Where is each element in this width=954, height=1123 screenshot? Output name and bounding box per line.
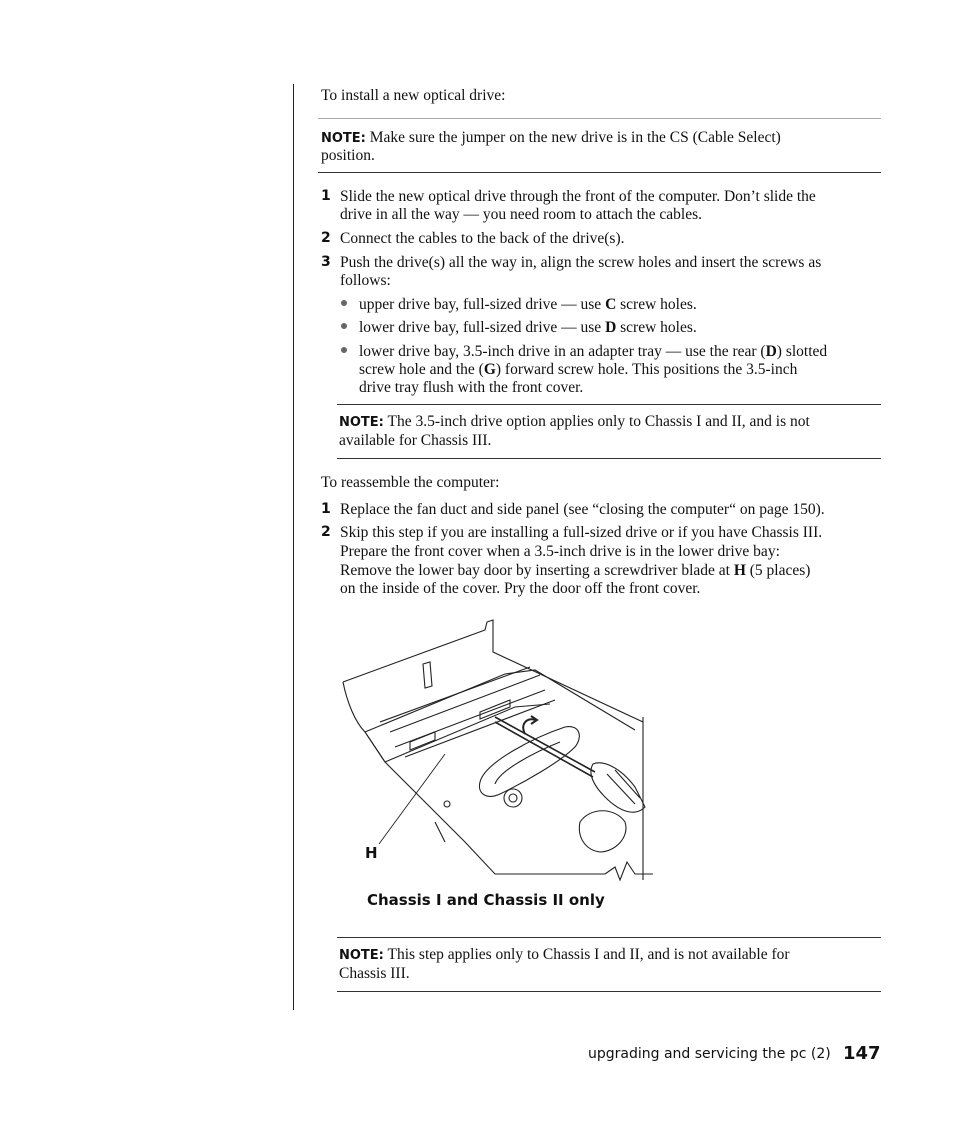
screw-hole-letter: C — [605, 296, 617, 313]
bullet-icon — [341, 347, 347, 353]
note-label: NOTE: — [321, 131, 366, 146]
bullet-text: upper drive bay, full-sized drive — use — [359, 296, 606, 313]
margin-rule — [293, 84, 294, 1010]
step-text: follows: — [340, 272, 391, 289]
note-chassis-step — [339, 945, 790, 965]
intro-text: To install a new optical drive: — [321, 87, 506, 104]
screw-hole-letter: D — [765, 343, 777, 360]
callout-label: H — [365, 844, 378, 862]
note-top-rule — [337, 937, 881, 938]
note-text-line2: position. — [321, 147, 375, 164]
bullet-item — [359, 342, 827, 361]
reassemble-intro: To reassemble the computer: — [321, 474, 500, 491]
note-text: Make sure the jumper on the new drive is in the CS (Cable Select) — [369, 129, 781, 146]
bullet-text: ) slotted — [776, 343, 828, 360]
step-number: 2 — [321, 524, 331, 540]
chassis-front-cover-illustration — [335, 612, 655, 892]
note-text-line2: available for Chassis III. — [339, 432, 492, 449]
note-bottom-rule — [337, 991, 881, 992]
note-top-rule — [337, 404, 881, 405]
step-text: drive in all the way — you need room to attach the cables. — [340, 206, 702, 223]
screw-hole-letter: D — [605, 319, 617, 336]
step-text: Connect the cables to the back of the drive(s). — [340, 230, 625, 247]
bullet-text: screw hole and the ( — [359, 361, 484, 378]
bullet-text: screw holes. — [616, 296, 697, 313]
note-text: This step applies only to Chassis I and II, and is not available for — [387, 946, 790, 963]
step-text: Slide the new optical drive through the front of the computer. Don’t slide the — [340, 188, 816, 205]
bullet-item — [359, 318, 697, 337]
screw-hole-letter: G — [483, 361, 496, 378]
step-number: 1 — [321, 188, 331, 204]
bullet-item — [359, 295, 697, 314]
note-text-line2: Chassis III. — [339, 965, 410, 982]
note-label: NOTE: — [339, 415, 384, 430]
step-text: on the inside of the cover. Pry the door off the front cover. — [340, 580, 701, 597]
bullet-text: screw holes. — [616, 319, 697, 336]
note-install-jumper — [321, 128, 781, 148]
bullet-item-line3: drive tray flush with the front cover. — [359, 379, 584, 396]
step-number: 3 — [321, 254, 331, 270]
step-text-part: Remove the lower bay door by inserting a screwdriver blade at — [340, 562, 734, 579]
figure-caption: Chassis I and Chassis II only — [367, 891, 605, 909]
bullet-item-line2 — [359, 360, 797, 379]
bullet-icon — [341, 323, 347, 329]
step-text — [340, 561, 810, 580]
note-chassis-option — [339, 412, 810, 432]
step-text-part: (5 places) — [745, 562, 811, 579]
bullet-text: lower drive bay, full-sized drive — use — [359, 319, 606, 336]
step-text: Prepare the front cover when a 3.5-inch drive is in the lower drive bay: — [340, 543, 780, 560]
callout-letter: H — [733, 562, 746, 579]
running-footer: upgrading and servicing the pc (2) — [588, 1046, 831, 1062]
step-text: Skip this step if you are installing a full-sized drive or if you have Chassis III. — [340, 524, 823, 541]
bullet-text: lower drive bay, 3.5-inch drive in an adapter tray — use the rear ( — [359, 343, 766, 360]
note-text: The 3.5-inch drive option applies only to Chassis I and II, and is not — [387, 413, 810, 430]
note-label: NOTE: — [339, 948, 384, 963]
step-text: Push the drive(s) all the way in, align the screw holes and insert the screws as — [340, 254, 822, 271]
step-number: 1 — [321, 501, 331, 517]
page-number: 147 — [843, 1043, 881, 1064]
note-top-rule — [318, 118, 881, 119]
step-text: Replace the fan duct and side panel (see “closing the computer“ on page 150). — [340, 501, 825, 518]
note-bottom-rule — [318, 172, 881, 173]
note-bottom-rule — [337, 458, 881, 459]
step-number: 2 — [321, 230, 331, 246]
bullet-text: ) forward screw hole. This positions the 3.5-inch — [495, 361, 798, 378]
bullet-icon — [341, 300, 347, 306]
